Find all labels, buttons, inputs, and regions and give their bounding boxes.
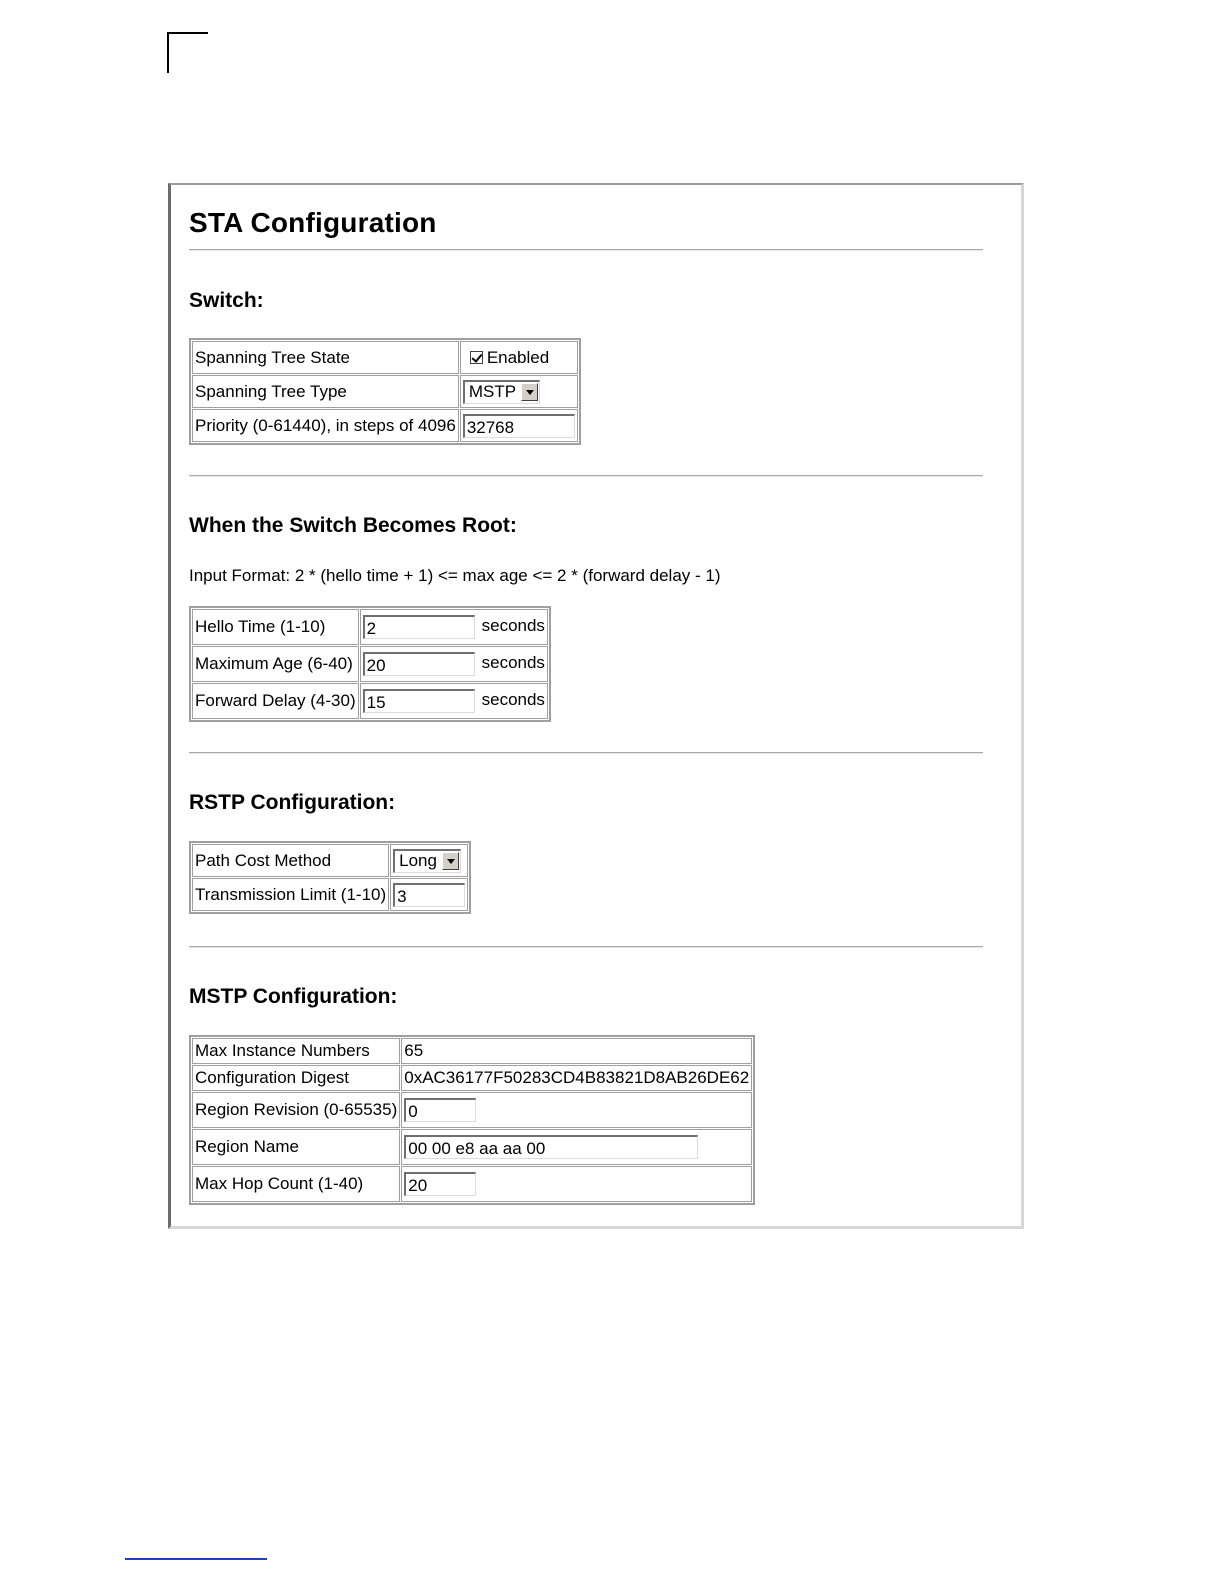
maximum-age-cell	[360, 646, 548, 682]
hello-time-label: Hello Time (1-10)	[192, 609, 359, 645]
path-cost-method-value: Long	[399, 851, 437, 870]
spanning-tree-type-value: MSTP	[468, 382, 517, 401]
spanning-tree-state-checkbox[interactable]	[470, 351, 483, 364]
hello-time-cell	[360, 609, 548, 645]
divider	[189, 752, 983, 754]
transmission-limit-input[interactable]: 3	[393, 883, 465, 907]
configuration-digest-label: Configuration Digest	[192, 1065, 400, 1091]
spanning-tree-type-label: Spanning Tree Type	[192, 375, 459, 408]
forward-delay-input[interactable]: 15	[363, 689, 475, 713]
priority-cell	[460, 409, 578, 442]
table-row	[192, 1166, 752, 1202]
input-format-note: Input Format: 2 * (hello time + 1) <= max age <= 2 * (forward delay - 1)	[189, 566, 721, 585]
max-hop-count-cell	[401, 1166, 752, 1202]
table-row	[192, 844, 468, 877]
region-revision-label: Region Revision (0-65535)	[192, 1092, 400, 1128]
root-timers-table	[189, 606, 551, 722]
hello-time-input[interactable]: 2	[363, 615, 475, 639]
divider	[189, 475, 983, 477]
max-hop-count-label: Max Hop Count (1-40)	[192, 1166, 400, 1202]
page-title: STA Configuration	[189, 207, 437, 238]
switch-heading: Switch:	[189, 289, 264, 312]
root-heading: When the Switch Becomes Root:	[189, 514, 517, 537]
region-name-cell	[401, 1129, 752, 1165]
spanning-tree-state-label: Spanning Tree State	[192, 341, 459, 374]
crop-mark-vertical	[167, 32, 169, 73]
transmission-limit-label: Transmission Limit (1-10)	[192, 878, 389, 911]
spanning-tree-type-cell	[460, 375, 578, 408]
divider	[189, 946, 983, 948]
mstp-heading: MSTP Configuration:	[189, 985, 398, 1008]
table-row	[192, 1129, 752, 1165]
path-cost-method-label: Path Cost Method	[192, 844, 389, 877]
switch-settings-table	[189, 338, 581, 445]
spanning-tree-type-select[interactable]	[463, 380, 540, 404]
maximum-age-label: Maximum Age (6-40)	[192, 646, 359, 682]
table-row	[192, 646, 548, 682]
path-cost-method-select[interactable]	[393, 849, 461, 873]
hello-time-unit: seconds	[481, 616, 545, 636]
priority-input[interactable]: 32768	[463, 414, 575, 438]
rstp-settings-table	[189, 841, 471, 914]
table-row	[192, 683, 548, 719]
region-name-label: Region Name	[192, 1129, 400, 1165]
maximum-age-unit: seconds	[481, 653, 545, 673]
configuration-digest-value: 0xAC36177F50283CD4B83821D8AB26DE62	[401, 1065, 752, 1091]
table-row	[192, 341, 578, 374]
table-row	[192, 375, 578, 408]
table-row	[192, 1038, 752, 1064]
max-instance-numbers-value: 65	[401, 1038, 752, 1064]
maximum-age-input[interactable]: 20	[363, 652, 475, 676]
chevron-down-icon[interactable]	[521, 383, 538, 401]
sta-configuration-window	[168, 183, 1024, 1229]
table-row	[192, 1092, 752, 1128]
region-revision-input[interactable]: 0	[404, 1098, 476, 1122]
forward-delay-label: Forward Delay (4-30)	[192, 683, 359, 719]
region-revision-cell	[401, 1092, 752, 1128]
divider	[189, 249, 983, 251]
footer-rule	[125, 1558, 267, 1560]
forward-delay-unit: seconds	[481, 690, 545, 710]
enabled-label: Enabled	[486, 347, 550, 367]
rstp-heading: RSTP Configuration:	[189, 791, 396, 814]
crop-mark-horizontal	[167, 32, 208, 34]
forward-delay-cell	[360, 683, 548, 719]
table-row	[192, 409, 578, 442]
region-name-input[interactable]: 00 00 e8 aa aa 00	[404, 1135, 698, 1159]
table-row	[192, 878, 468, 911]
max-instance-numbers-label: Max Instance Numbers	[192, 1038, 400, 1064]
priority-label: Priority (0-61440), in steps of 4096	[192, 409, 459, 442]
transmission-limit-cell	[390, 878, 468, 911]
max-hop-count-input[interactable]: 20	[404, 1172, 476, 1196]
chevron-down-icon[interactable]	[442, 852, 459, 870]
spanning-tree-state-cell	[460, 341, 578, 374]
table-row	[192, 1065, 752, 1091]
table-row	[192, 609, 548, 645]
mstp-settings-table	[189, 1035, 755, 1205]
path-cost-method-cell	[390, 844, 468, 877]
